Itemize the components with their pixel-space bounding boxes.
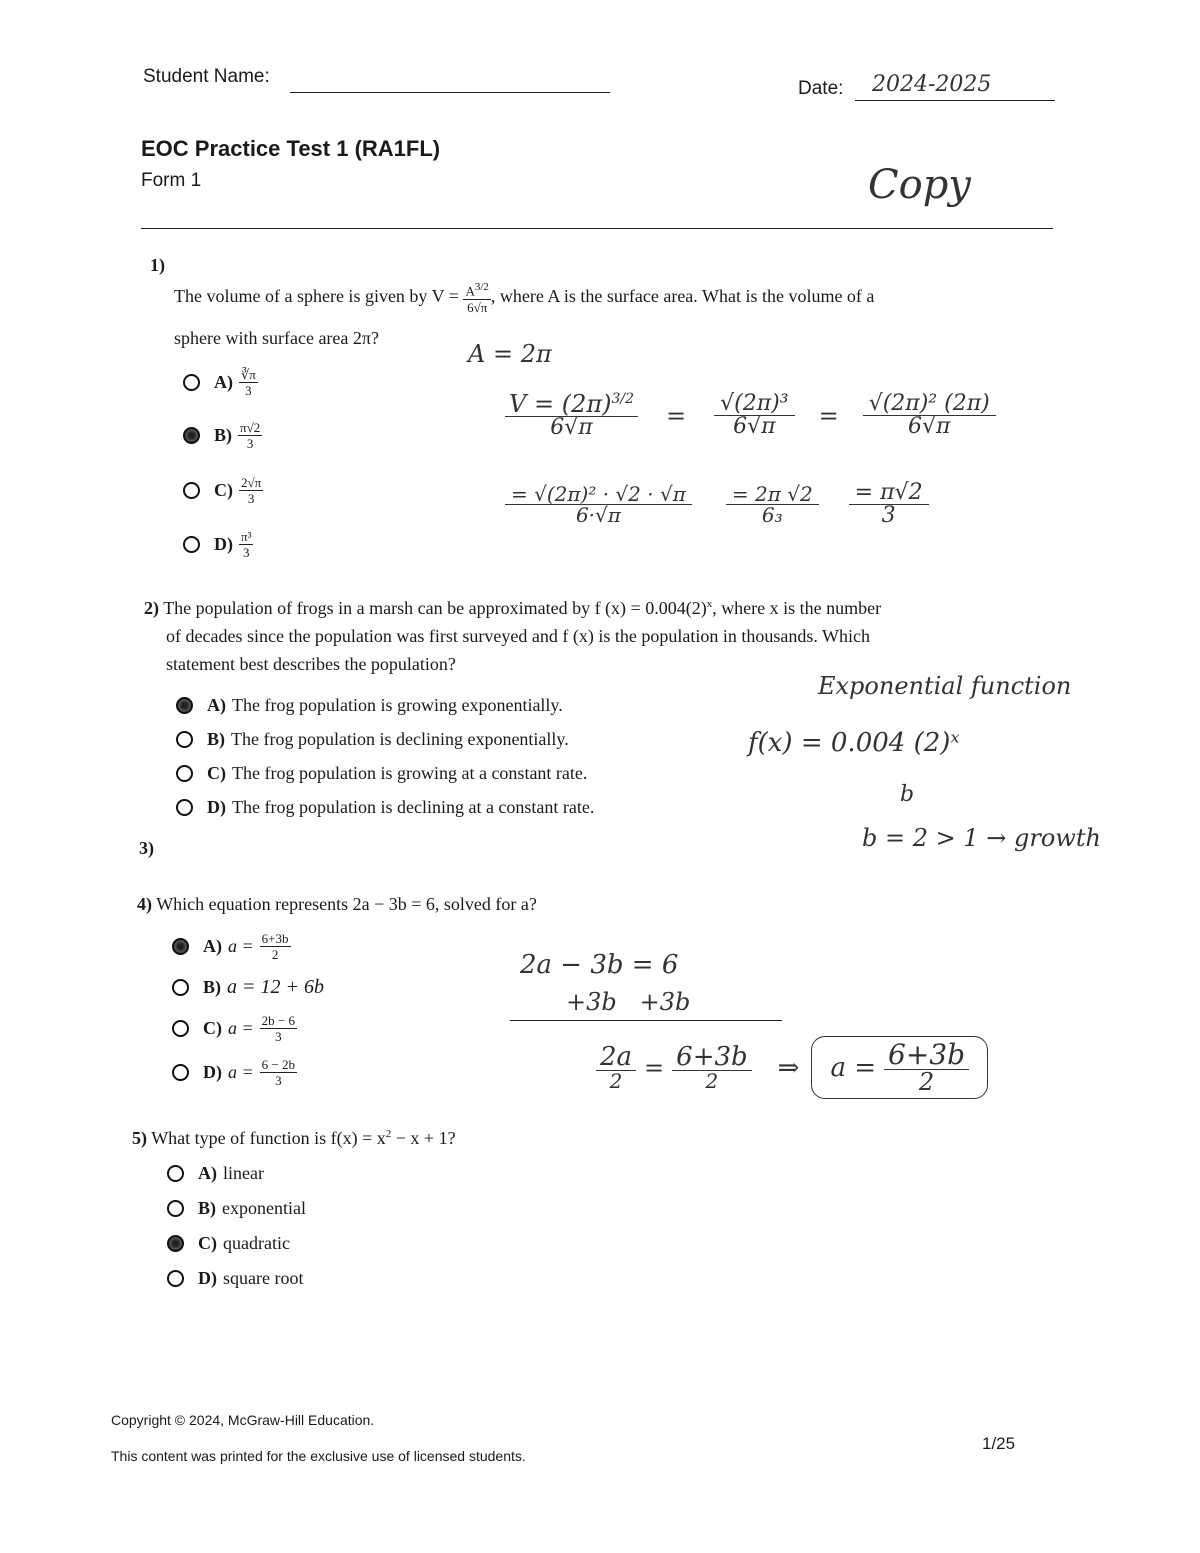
q1-work-2b-frac <box>714 393 794 438</box>
question-5 <box>132 1120 456 1152</box>
q4-work-3b-num: 6+3b <box>672 1044 752 1071</box>
q1-option-a-den: 3 <box>245 382 252 398</box>
q2-option-a-label: A) <box>207 694 226 715</box>
q2-work-line-1: Exponential function <box>818 672 1072 700</box>
q5-option-b[interactable] <box>167 1191 306 1226</box>
form-label: Form 1 <box>141 170 202 191</box>
q5-option-a-text: linear <box>223 1163 264 1183</box>
q4-option-c-bubble[interactable] <box>172 1020 189 1037</box>
q5-option-c-label: C) <box>198 1233 217 1253</box>
q1-option-a-label: A) <box>214 371 233 392</box>
date-value: 2024-2025 <box>872 72 992 97</box>
formula-exp: 3/2 <box>474 281 489 294</box>
page-number: 1/25 <box>982 1434 1016 1453</box>
q1-option-c-den: 3 <box>247 490 255 506</box>
footer-copyright: Copyright © 2024, McGraw-Hill Education. <box>111 1412 375 1428</box>
q4-option-d-num: 6 − 2b <box>261 1056 295 1072</box>
question-1-options <box>183 356 263 570</box>
q2-option-d[interactable] <box>176 790 594 824</box>
question-1-text-a: The volume of a sphere is given by V = <box>174 286 459 306</box>
q2-option-a-text: The frog population is growing exponentially. <box>232 694 563 715</box>
q4-option-a-lhs: a = <box>228 935 254 956</box>
q4-work-boxed-lhs: a = <box>830 1052 877 1083</box>
q1-option-c-label: C) <box>214 479 233 500</box>
question-1-formula <box>463 282 490 313</box>
q1-work-2a-num: V = (2π) <box>509 390 612 418</box>
question-1-text-c: sphere with surface area 2π? <box>174 327 379 348</box>
q1-option-d-value <box>239 530 253 559</box>
q2-option-c[interactable] <box>176 756 594 790</box>
q1-work-3b-frac <box>726 484 819 525</box>
header-divider <box>141 228 1053 229</box>
q1-work-3c-num: = π√2 <box>849 482 929 505</box>
q2-option-a[interactable] <box>176 688 594 722</box>
q2-option-a-bubble[interactable] <box>176 697 193 714</box>
q5-option-c[interactable] <box>167 1226 306 1261</box>
q1-work-2a-exp: 3/2 <box>611 391 634 407</box>
q1-option-d[interactable] <box>183 518 263 570</box>
question-1-stem <box>174 282 1050 314</box>
q1-work-3a-num: = √(2π)² · √2 · √π <box>505 484 692 505</box>
q4-option-a-label: A) <box>203 935 222 956</box>
q4-option-b-label: B) <box>203 976 221 997</box>
question-2-line-3: statement best describes the population? <box>166 654 456 674</box>
test-title: EOC Practice Test 1 (RA1FL) <box>141 136 441 161</box>
q4-work-line-1: 2a − 3b = 6 <box>520 950 679 980</box>
question-4 <box>137 890 537 918</box>
q4-option-c-den: 3 <box>275 1028 282 1044</box>
q4-option-c[interactable] <box>172 1006 324 1050</box>
q1-work-2c-frac <box>863 393 996 438</box>
q2-option-b-label: B) <box>207 728 225 749</box>
question-5-text-a: What type of function is f(x) = x <box>151 1128 386 1148</box>
q5-option-a[interactable] <box>167 1156 306 1191</box>
q1-work-2c-den: 6√π <box>907 414 951 439</box>
q2-work-line-4: b = 2 > 1 → growth <box>862 824 1101 852</box>
q4-option-a-num: 6+3b <box>261 930 289 946</box>
question-2-line-2: of decades since the population was first surveyed and f (x) is the population in thousands. Which <box>166 626 871 646</box>
question-2-line-1 <box>144 590 1064 622</box>
q4-work-boxed-frac <box>884 1038 969 1096</box>
q4-work-line-2: +3b +3b <box>566 988 691 1016</box>
question-2-number: 2) <box>144 598 159 618</box>
q1-work-3a-den: 6·√π <box>575 503 621 527</box>
q1-work-line-1: A = 2π <box>468 340 552 368</box>
q4-option-d-label: D) <box>203 1061 222 1082</box>
question-5-exp: 2 <box>385 1128 392 1140</box>
q1-work-2c-num: √(2π)² (2π) <box>863 393 996 416</box>
q1-work-2a-frac <box>505 392 638 439</box>
q1-option-d-num: π³ <box>241 528 252 544</box>
q4-work-boxed-den: 2 <box>918 1068 935 1096</box>
q1-option-c[interactable] <box>183 462 263 518</box>
q1-option-a-value <box>239 368 258 397</box>
q2-option-b-text: The frog population is declining exponentially. <box>231 728 569 749</box>
question-4-number: 4) <box>137 894 152 914</box>
q4-option-c-num: 2b − 6 <box>261 1012 295 1028</box>
q2-option-c-label: C) <box>207 762 226 783</box>
q1-work-3b-den: 6₃ <box>761 503 783 527</box>
q5-option-d-bubble[interactable] <box>167 1270 184 1287</box>
q1-option-b-den: 3 <box>246 435 254 451</box>
q2-option-c-bubble[interactable] <box>176 765 193 782</box>
question-5-options <box>167 1156 306 1296</box>
question-5-number: 5) <box>132 1128 147 1148</box>
q1-work-line-2a <box>505 392 996 439</box>
q4-option-a-bubble[interactable] <box>172 938 189 955</box>
question-3-number: 3) <box>139 838 154 858</box>
q1-work-2a-den: 6√π <box>550 415 593 440</box>
q5-option-c-text: quadratic <box>223 1233 290 1253</box>
student-name-label: Student Name: <box>143 66 270 87</box>
question-2-text-b: , where x is the number <box>712 598 882 618</box>
q1-option-b-bubble[interactable] <box>183 427 200 444</box>
q4-option-c-lhs: a = <box>228 1017 254 1038</box>
q1-work-3a-frac <box>505 484 692 525</box>
q1-option-d-bubble[interactable] <box>183 536 200 553</box>
q1-work-3b-num: = 2π √2 <box>726 484 819 505</box>
question-5-text-b: − x + 1? <box>391 1128 456 1148</box>
q1-work-3c-den: 3 <box>881 503 896 528</box>
q1-option-c-bubble[interactable] <box>183 482 200 499</box>
q1-work-equals-2: = <box>818 401 839 430</box>
q2-option-d-label: D) <box>207 796 226 817</box>
q2-option-d-bubble[interactable] <box>176 799 193 816</box>
q1-work-2b-num: √(2π)³ <box>714 393 794 416</box>
q4-option-c-label: C) <box>203 1017 222 1038</box>
q2-option-b-bubble[interactable] <box>176 731 193 748</box>
q4-work-underline <box>510 1020 782 1021</box>
q1-option-d-label: D) <box>214 533 233 554</box>
question-1 <box>150 255 1050 352</box>
question-1-text-b: , where A is the surface area. What is the volume of a <box>490 286 875 306</box>
formula-num: A <box>465 283 475 299</box>
q4-option-c-value <box>260 1014 297 1043</box>
q4-option-b-lhs: a = 12 + 6b <box>227 975 324 998</box>
copy-note: Copy <box>868 162 971 208</box>
question-2-options <box>176 688 594 824</box>
q1-option-a[interactable] <box>183 356 263 408</box>
q4-option-b-bubble[interactable] <box>172 979 189 996</box>
question-1-number: 1) <box>150 255 165 275</box>
formula-den: 6√π <box>467 299 488 315</box>
footer-license: This content was printed for the exclusive use of licensed students. <box>111 1448 526 1464</box>
q4-option-d-bubble[interactable] <box>172 1064 189 1081</box>
q1-option-c-value <box>239 476 263 505</box>
q4-work-3b-den: 2 <box>705 1069 719 1093</box>
q1-work-equals-1: = <box>666 401 687 430</box>
q4-work-boxed-num: 6+3b <box>884 1041 969 1070</box>
q4-work-3a-den: 2 <box>609 1069 623 1093</box>
student-name-line <box>290 92 610 93</box>
q1-option-b-label: B) <box>214 424 232 445</box>
q2-option-d-text: The frog population is declining at a constant rate. <box>232 796 595 817</box>
q1-option-b-value <box>238 421 262 450</box>
q4-work-arrow: ⇒ <box>777 1052 800 1083</box>
q5-option-d[interactable] <box>167 1261 306 1296</box>
q4-option-a[interactable] <box>172 924 324 968</box>
q1-option-b[interactable] <box>183 408 263 462</box>
q4-option-a-den: 2 <box>271 946 279 962</box>
q5-option-d-label: D) <box>198 1268 217 1288</box>
q4-option-d-den: 3 <box>275 1072 282 1088</box>
q1-work-line-3 <box>505 482 929 527</box>
q5-option-d-text: square root <box>223 1268 304 1288</box>
q5-option-b-bubble[interactable] <box>167 1200 184 1217</box>
q5-option-c-bubble[interactable] <box>167 1235 184 1252</box>
q4-option-a-value <box>260 932 291 961</box>
q4-option-d-lhs: a = <box>228 1061 254 1082</box>
q5-option-b-label: B) <box>198 1198 216 1218</box>
question-2 <box>144 590 1064 678</box>
q1-option-b-num: π√2 <box>240 419 261 435</box>
q2-option-b[interactable] <box>176 722 594 756</box>
question-2-text-a: The population of frogs in a marsh can be approximated by f (x) = 0.004(2) <box>163 598 707 618</box>
q1-work-2b-den: 6√π <box>733 414 776 439</box>
q1-work-3c-frac <box>849 482 929 527</box>
q2-option-c-text: The frog population is growing at a constant rate. <box>232 762 588 783</box>
q5-option-a-label: A) <box>198 1163 217 1183</box>
question-2-exp: x <box>706 598 713 610</box>
q1-option-a-num: ∛π <box>241 366 256 382</box>
q1-option-a-bubble[interactable] <box>183 374 200 391</box>
q4-work-3b-frac <box>672 1044 752 1091</box>
q4-work-3a-frac <box>596 1044 636 1091</box>
q4-work-3-mid: = <box>644 1053 665 1082</box>
q2-work-line-2: f(x) = 0.004 (2)ˣ <box>748 728 960 758</box>
date-line <box>855 100 1055 101</box>
q5-option-a-bubble[interactable] <box>167 1165 184 1182</box>
question-4-options <box>172 924 324 1094</box>
q4-option-d-value <box>260 1058 297 1087</box>
date-label: Date: <box>798 78 844 99</box>
q5-option-b-text: exponential <box>222 1198 306 1218</box>
q4-work-line-3 <box>596 1036 988 1099</box>
q2-work-line-3: b <box>900 782 915 807</box>
q4-work-boxed-answer <box>811 1036 988 1099</box>
q4-option-d[interactable] <box>172 1050 324 1094</box>
question-4-text: Which equation represents 2a − 3b = 6, solved for a? <box>156 894 537 914</box>
q4-work-3a-num: 2a <box>596 1044 636 1071</box>
q4-option-b[interactable] <box>172 968 324 1006</box>
q1-option-c-num: 2√π <box>241 474 262 490</box>
q1-option-d-den: 3 <box>242 544 250 560</box>
